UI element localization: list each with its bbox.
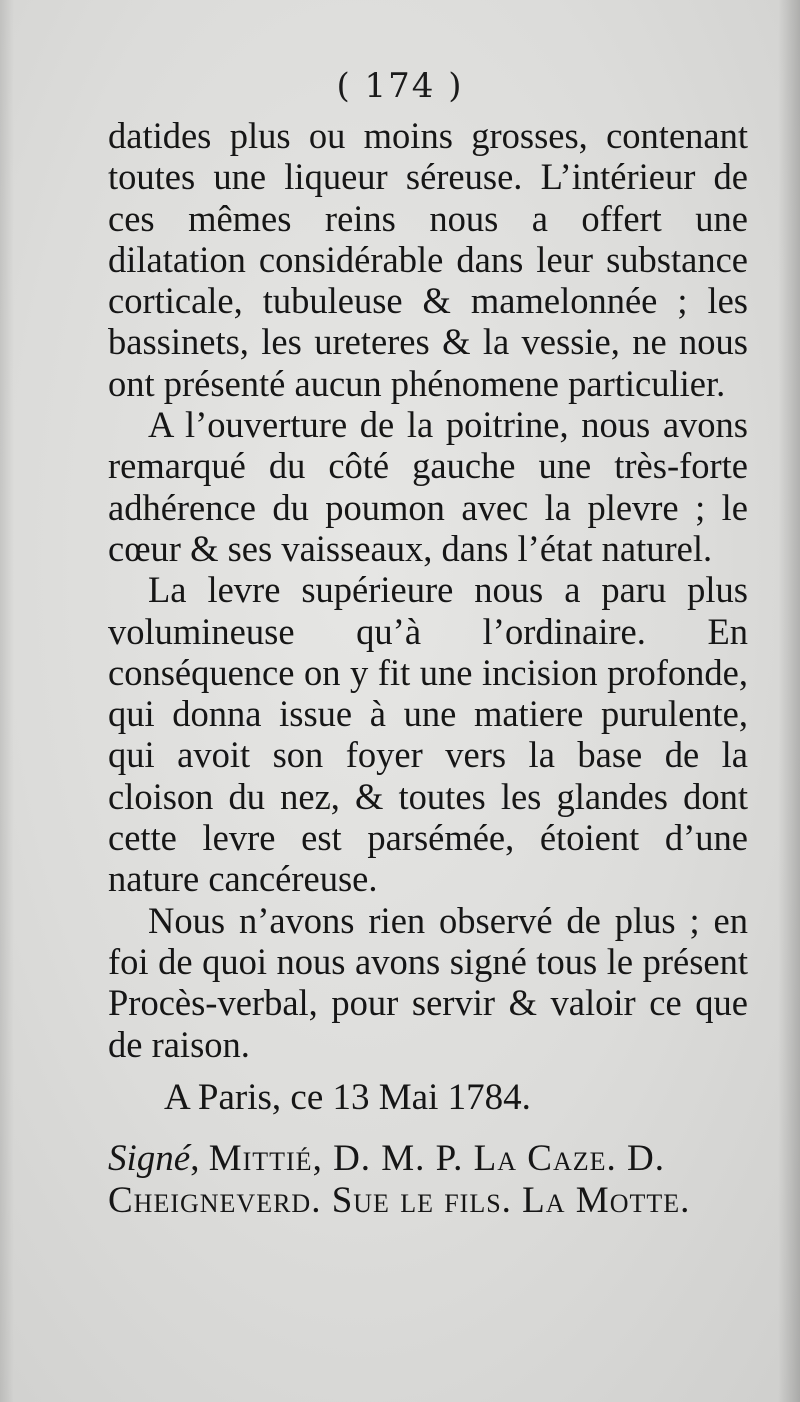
paragraph-chest: A l’ouverture de la poitrine, nous avons remarqué du côté gauche une très-forte adhérence du poumon avec la plevre ; le cœur & ses vaisseaux, dans l’état naturel. [108, 404, 748, 569]
place-and-date: A Paris, ce 13 Mai 1784. [164, 1076, 531, 1118]
paragraph-conclusion: Nous n’avons rien observé de plus ; en foi de quoi nous avons signé tous le présent Procès-verbal, pour servir & valoir ce que de raison. [108, 899, 748, 1065]
page-edge-shadow-right [778, 0, 800, 1402]
paragraph-kidneys: datides plus ou moins grosses, contenant toutes une liqueur séreuse. L’intérieur de ces mêmes reins nous a offert une dilatation considérable dans leur substance corticale, tubuleuse & mamelonnée ; les bassinets, les ureteres & la vessie, ne nous ont présenté aucun phénomene particulier. [108, 115, 748, 404]
signatory-names: Mittié, D. M. P. La Caze. D. Cheigneverd. Sue le fils. La Motte. [108, 1138, 691, 1222]
page-edge-shadow-left [0, 0, 14, 1402]
signature-block: Signé, Mittié, D. M. P. La Caze. D. Cheigneverd. Sue le fils. La Motte. [108, 1138, 691, 1222]
page-number: ( 174 ) [336, 66, 464, 106]
signed-word: Signé [108, 1138, 191, 1180]
paragraph-lip: La levre supérieure nous a paru plus volumineuse qu’à l’ordinaire. En conséquence on y fit une incision profonde, qui donna issue à une matiere purulente, qui avoit son foyer vers la base de la cloison du nez, & toutes les glandes dont cette levre est parsémée, étoient d’une nature cancéreuse. [108, 569, 748, 900]
body-text [108, 115, 748, 1222]
